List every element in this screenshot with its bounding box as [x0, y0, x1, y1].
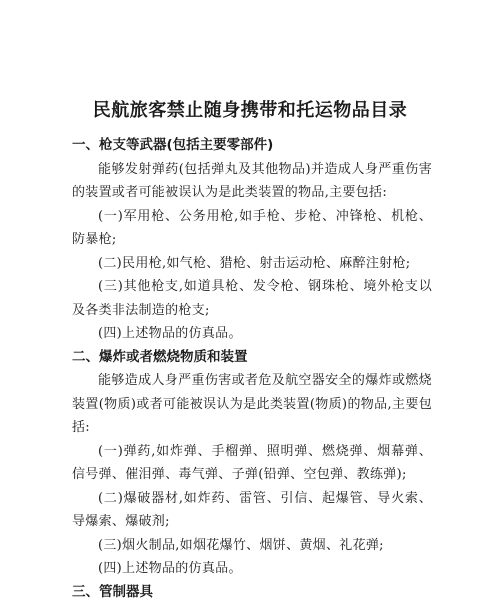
paragraph: (二)爆破器材,如炸药、雷管、引信、起爆管、导火索、导爆索、爆破剂; [72, 487, 432, 534]
section-heading: 三、管制器具 [72, 581, 432, 604]
section-heading: 二、爆炸或者燃烧物质和装置 [72, 346, 432, 370]
paragraph: (四)上述物品的仿真品。 [72, 322, 432, 346]
paragraph: 能够发射弹药(包括弹丸及其他物品)并造成人身严重伤害的装置或者可能被误认为是此类装置的物品,主要包括: [72, 158, 432, 205]
section-heading: 一、枪支等武器(包括主要零部件) [72, 134, 432, 158]
paragraph: 能够造成人身严重伤害或者危及航空器安全的爆炸或燃烧装置(物质)或者可能被误认为是此类装置(物质)的物品,主要包括: [72, 369, 432, 440]
paragraph: (三)烟火制品,如烟花爆竹、烟饼、黄烟、礼花弹; [72, 534, 432, 558]
paragraph: (三)其他枪支,如道具枪、发令枪、钢珠枪、境外枪支以及各类非法制造的枪支; [72, 275, 432, 322]
document-body [72, 134, 432, 604]
paragraph: (四)上述物品的仿真品。 [72, 557, 432, 581]
paragraph: (二)民用枪,如气枪、猎枪、射击运动枪、麻醉注射枪; [72, 252, 432, 276]
paragraph: (一)军用枪、公务用枪,如手枪、步枪、冲锋枪、机枪、防暴枪; [72, 205, 432, 252]
paragraph: (一)弹药,如炸弹、手榴弹、照明弹、燃烧弹、烟幕弹、信号弹、催泪弹、毒气弹、子弹(铅弹、空包弹、教练弹); [72, 440, 432, 487]
document-title: 民航旅客禁止随身携带和托运物品目录 [0, 96, 500, 122]
